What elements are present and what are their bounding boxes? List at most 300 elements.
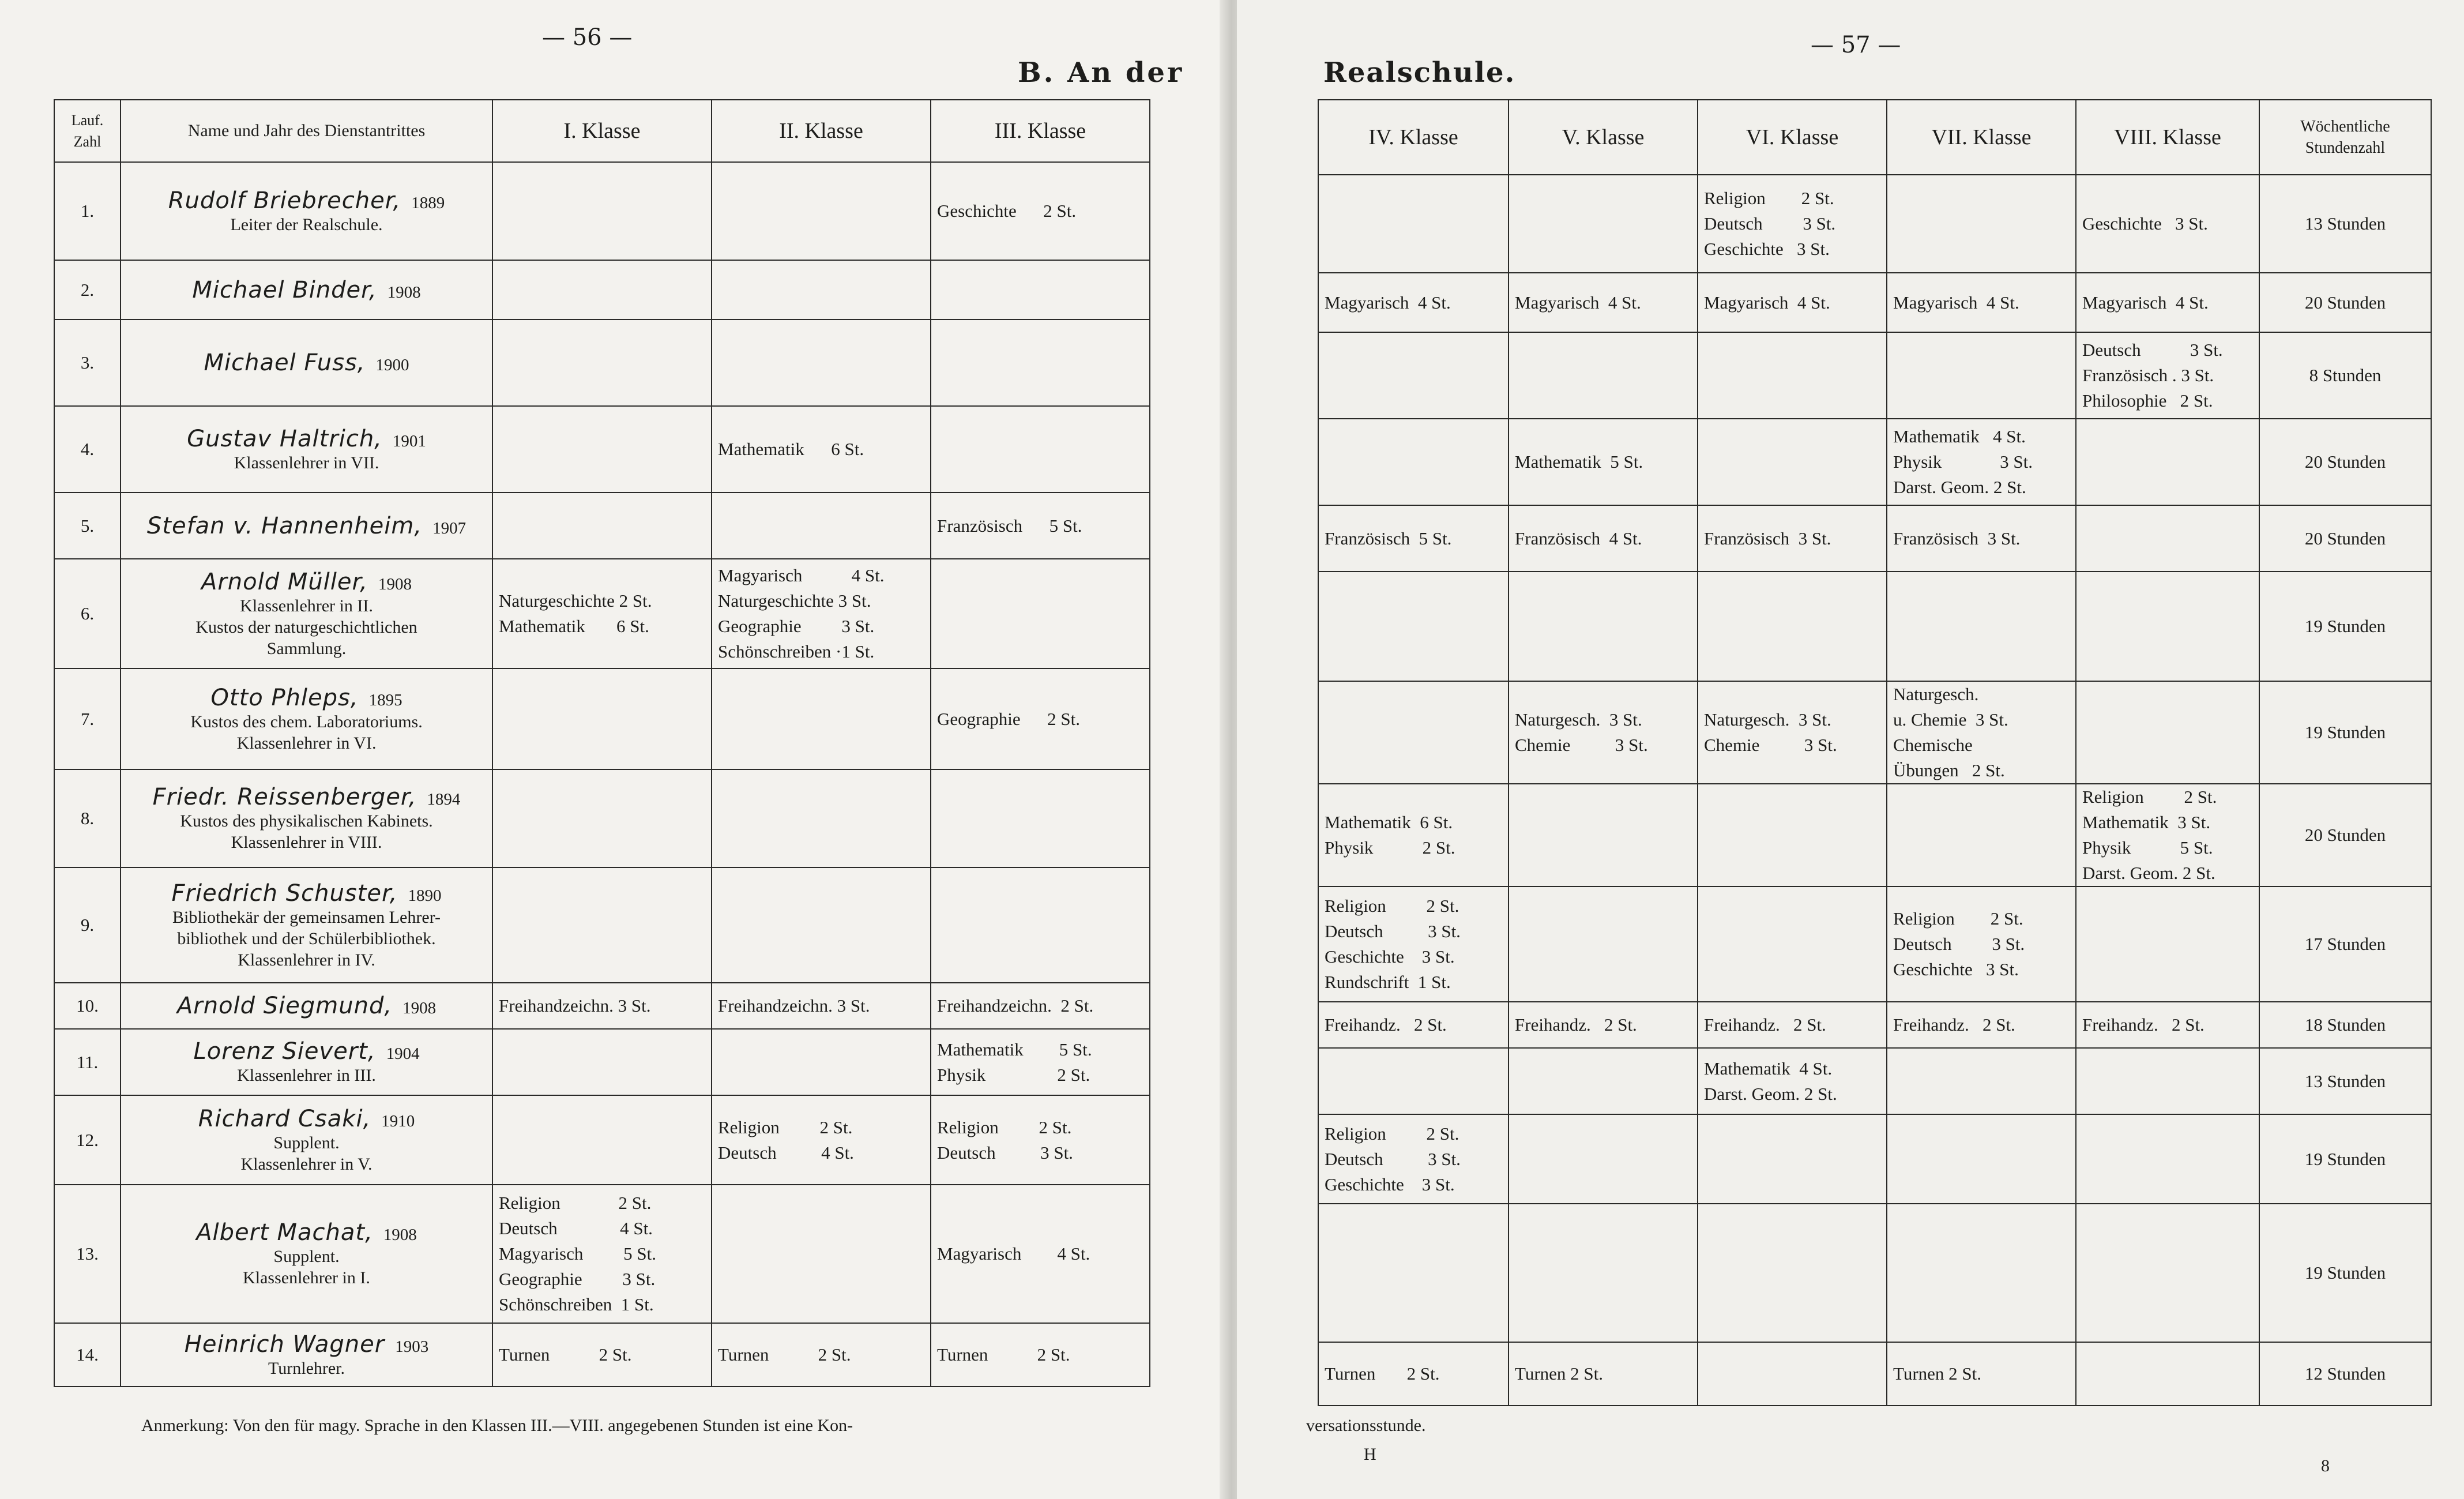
klasse-5-cell-text: Naturgesch. 3 St. Chemie 3 St. <box>1515 709 1648 755</box>
klasse-4-cell <box>1318 175 1509 273</box>
klasse-3-cell <box>931 320 1150 406</box>
klasse-6-cell <box>1698 1204 1887 1342</box>
klasse-7-cell-text: Französisch 3 St. <box>1893 528 2021 548</box>
start-year: 1895 <box>368 690 402 709</box>
klasse-3-cell-text: Mathematik 5 St. Physik 2 St. <box>937 1039 1092 1085</box>
start-year: 1910 <box>381 1111 415 1130</box>
teacher-name-line <box>127 277 486 303</box>
klasse-2-cell <box>712 559 931 668</box>
klasse-5-cell <box>1509 572 1698 681</box>
klasse-4-cell <box>1318 1048 1509 1114</box>
klasse-7-cell <box>1887 1048 2076 1114</box>
weekly-total-cell-text: 18 Stunden <box>2304 1015 2386 1035</box>
klasse-6-cell <box>1698 1002 1887 1048</box>
row-number <box>54 320 121 406</box>
row-number-text: 6. <box>80 603 95 623</box>
teacher-name-line <box>127 784 486 810</box>
row-number <box>54 1095 121 1185</box>
klasse-5-cell <box>1509 273 1698 332</box>
weekly-total-cell <box>2259 681 2431 784</box>
klasse-8-cell <box>2076 572 2259 681</box>
start-year: 1908 <box>387 283 421 302</box>
teacher-cell <box>121 668 492 769</box>
weekly-total-cell-text: 19 Stunden <box>2304 1263 2386 1283</box>
klasse-1-cell <box>492 1185 712 1323</box>
klasse-4-cell-text: Religion 2 St. Deutsch 3 St. Geschichte 3 St. Rundschrift 1 St. <box>1325 896 1461 992</box>
klasse-7-cell-text: Magyarisch 4 St. <box>1893 292 2019 313</box>
klasse-8-cell <box>2076 505 2259 572</box>
weekly-total-cell <box>2259 1048 2431 1114</box>
weekly-total-cell <box>2259 419 2431 505</box>
klasse-6-cell <box>1698 332 1887 419</box>
row-number-text: 12. <box>76 1129 99 1150</box>
klasse-1-cell-text: Freihandzeichn. 3 St. <box>499 995 651 1016</box>
klasse-3-cell-text: Turnen 2 St. <box>937 1344 1070 1365</box>
weekly-total-cell-text: 17 Stunden <box>2304 934 2386 954</box>
footnote-text: Anmerkung: Von den für magy. Sprache in den Klassen III.—VIII. angegebenen Stunden ist eine Kon- <box>141 1416 853 1435</box>
start-year: 1901 <box>392 431 426 450</box>
table-row <box>54 769 1150 867</box>
row-number <box>54 1323 121 1387</box>
weekly-total-cell-text: 19 Stunden <box>2304 1148 2386 1169</box>
signature-mark: H <box>1364 1445 1376 1464</box>
table-row <box>1318 332 2431 419</box>
klasse-6-cell-text: Magyarisch 4 St. <box>1704 292 1830 313</box>
klasse-6-cell-text: Freihandz. 2 St. <box>1704 1015 1826 1035</box>
klasse-8-cell <box>2076 332 2259 419</box>
table-row <box>54 983 1150 1029</box>
teacher-name: Michael Binder, <box>192 276 377 303</box>
klasse-8-cell <box>2076 1048 2259 1114</box>
klasse-8-cell <box>2076 419 2259 505</box>
teacher-name-line <box>127 1106 486 1132</box>
klasse-6-cell-text: Mathematik 4 St. Darst. Geom. 2 St. <box>1704 1058 1837 1104</box>
table-row <box>1318 419 2431 505</box>
klasse-3-cell-text: Geschichte 2 St. <box>937 201 1077 221</box>
teacher-role: Kustos des chem. Laboratoriums. Klassenlehrer in VI. <box>190 712 423 753</box>
row-number-text: 10. <box>76 995 99 1016</box>
row-number-text: 13. <box>76 1243 99 1264</box>
teacher-cell <box>121 162 492 260</box>
row-number <box>54 668 121 769</box>
klasse-5-cell <box>1509 886 1698 1002</box>
klasse-4-cell <box>1318 784 1509 886</box>
teacher-role: Klassenlehrer in VII. <box>234 453 379 472</box>
klasse-7-cell <box>1887 1002 2076 1048</box>
teacher-role: Supplent. Klassenlehrer in V. <box>240 1133 373 1174</box>
klasse-2-cell <box>712 320 931 406</box>
teacher-name: Arnold Müller, <box>201 568 368 595</box>
klasse-5-cell-text: Magyarisch 4 St. <box>1515 292 1641 313</box>
klasse-7-cell-text: Mathematik 4 St. Physik 3 St. Darst. Geom. 2 St. <box>1893 426 2033 497</box>
klasse-4-cell <box>1318 1342 1509 1406</box>
start-year: 1890 <box>408 886 442 905</box>
klasse-1-cell <box>492 1323 712 1387</box>
weekly-total-cell-text: 20 Stunden <box>2304 452 2386 472</box>
teacher-cell <box>121 320 492 406</box>
klasse-4-cell <box>1318 1204 1509 1342</box>
klasse-1-cell-text: Turnen 2 St. <box>499 1344 632 1365</box>
klasse-3-cell <box>931 1185 1150 1323</box>
teacher-cell <box>121 769 492 867</box>
klasse-6-cell <box>1698 1114 1887 1204</box>
teacher-name-line <box>127 993 486 1019</box>
row-number-text: 5. <box>80 515 95 536</box>
klasse-8-cell <box>2076 1114 2259 1204</box>
teacher-cell <box>121 1323 492 1387</box>
klasse-1-cell-text: Religion 2 St. Deutsch 4 St. Magyarisch 5 St. Geographie 3 St. Schönschreiben 1 St. <box>499 1193 656 1314</box>
klasse-3-cell <box>931 1029 1150 1095</box>
klasse-5-cell-text: Turnen 2 St. <box>1515 1363 1604 1384</box>
weekly-total-cell <box>2259 332 2431 419</box>
staff-table-right <box>1318 99 2432 1406</box>
klasse-2-cell <box>712 260 931 320</box>
klasse-1-cell <box>492 162 712 260</box>
table-row <box>1318 1342 2431 1406</box>
teacher-name: Richard Csaki, <box>198 1105 371 1132</box>
klasse-2-cell <box>712 493 931 559</box>
teacher-name-line <box>127 513 486 539</box>
row-number <box>54 1029 121 1095</box>
left-footnote <box>141 1416 853 1436</box>
klasse-7-cell-text: Turnen 2 St. <box>1893 1363 1982 1384</box>
klasse-4-cell <box>1318 273 1509 332</box>
klasse-6-cell-text: Naturgesch. 3 St. Chemie 3 St. <box>1704 709 1837 755</box>
left-header-row <box>54 100 1150 162</box>
klasse-4-cell <box>1318 572 1509 681</box>
klasse-3-cell-text: Religion 2 St. Deutsch 3 St. <box>937 1117 1073 1163</box>
teacher-name-line <box>127 350 486 376</box>
teacher-cell <box>121 867 492 983</box>
table-row <box>1318 784 2431 886</box>
klasse-2-cell <box>712 983 931 1029</box>
klasse-4-cell-text: Mathematik 6 St. Physik 2 St. <box>1325 812 1455 858</box>
klasse-8-cell <box>2076 886 2259 1002</box>
klasse-3-cell <box>931 493 1150 559</box>
col-name: Name und Jahr des Dienstantrittes <box>121 100 492 162</box>
klasse-1-cell-text: Naturgeschichte 2 St. Mathematik 6 St. <box>499 591 652 636</box>
table-row <box>54 559 1150 668</box>
teacher-role: Bibliothekär der gemeinsamen Lehrer- bibliothek und der Schülerbibliothek. Klassenlehrer in IV. <box>172 907 441 970</box>
weekly-total-cell-text: 13 Stunden <box>2304 1070 2386 1091</box>
table-row <box>54 162 1150 260</box>
row-number-text: 3. <box>80 352 95 373</box>
col-klasse-2: II. Klasse <box>712 100 931 162</box>
klasse-3-cell <box>931 1095 1150 1185</box>
klasse-3-cell <box>931 162 1150 260</box>
klasse-2-cell-text: Freihandzeichn. 3 St. <box>718 995 870 1016</box>
klasse-6-cell <box>1698 1048 1887 1114</box>
klasse-2-cell <box>712 1095 931 1185</box>
klasse-6-cell <box>1698 175 1887 273</box>
klasse-5-cell <box>1509 1048 1698 1114</box>
col-klasse-5: V. Klasse <box>1509 100 1698 175</box>
klasse-5-cell <box>1509 505 1698 572</box>
start-year: 1903 <box>395 1337 429 1356</box>
klasse-6-cell <box>1698 505 1887 572</box>
weekly-total-cell-text: 20 Stunden <box>2304 825 2386 845</box>
klasse-8-cell-text: Deutsch 3 St. Französisch . 3 St. Philosophie 2 St. <box>2082 340 2223 411</box>
klasse-1-cell <box>492 406 712 493</box>
klasse-3-cell <box>931 559 1150 668</box>
klasse-1-cell <box>492 260 712 320</box>
klasse-8-cell <box>2076 784 2259 886</box>
table-row <box>54 1029 1150 1095</box>
teacher-cell <box>121 406 492 493</box>
table-row <box>54 1185 1150 1323</box>
start-year: 1889 <box>411 193 445 212</box>
klasse-1-cell <box>492 1095 712 1185</box>
teacher-name: Gustav Haltrich, <box>187 425 382 452</box>
klasse-5-cell-text: Freihandz. 2 St. <box>1515 1015 1637 1035</box>
row-number-text: 14. <box>76 1344 99 1365</box>
klasse-8-cell-text: Freihandz. 2 St. <box>2082 1015 2205 1035</box>
weekly-total-cell <box>2259 1002 2431 1048</box>
teacher-cell <box>121 1185 492 1323</box>
row-number-text: 2. <box>80 279 95 300</box>
klasse-4-cell <box>1318 332 1509 419</box>
teacher-name: Stefan v. Hannenheim, <box>146 512 423 539</box>
table-row <box>1318 1204 2431 1342</box>
klasse-2-cell <box>712 406 931 493</box>
klasse-3-cell <box>931 406 1150 493</box>
klasse-4-cell <box>1318 1114 1509 1204</box>
klasse-6-cell <box>1698 681 1887 784</box>
teacher-role: Kustos des physikalischen Kabinets. Klassenlehrer in VIII. <box>180 812 433 852</box>
klasse-7-cell <box>1887 273 2076 332</box>
klasse-4-cell-text: Französisch 5 St. <box>1325 528 1452 548</box>
klasse-7-cell-text: Naturgesch. u. Chemie 3 St. Chemische Übungen 2 St. <box>1893 684 2008 780</box>
klasse-5-cell <box>1509 1002 1698 1048</box>
table-row <box>1318 273 2431 332</box>
klasse-8-cell-text: Religion 2 St. Mathematik 3 St. Physik 5 St. Darst. Geom. 2 St. <box>2082 787 2217 883</box>
teacher-name: Lorenz Sievert, <box>193 1038 376 1065</box>
klasse-5-cell <box>1509 784 1698 886</box>
weekly-total-cell <box>2259 273 2431 332</box>
klasse-6-cell <box>1698 419 1887 505</box>
klasse-1-cell <box>492 983 712 1029</box>
col-klasse-4: IV. Klasse <box>1318 100 1509 175</box>
klasse-7-cell <box>1887 1342 2076 1406</box>
teacher-cell <box>121 559 492 668</box>
table-row <box>1318 1002 2431 1048</box>
teacher-name-line <box>127 880 486 907</box>
klasse-3-cell <box>931 867 1150 983</box>
teacher-name-line <box>127 1219 486 1246</box>
teacher-name: Otto Phleps, <box>210 684 359 711</box>
table-row <box>1318 572 2431 681</box>
row-number-text: 7. <box>80 708 95 729</box>
klasse-4-cell <box>1318 1002 1509 1048</box>
klasse-4-cell-text: Magyarisch 4 St. <box>1325 292 1451 313</box>
klasse-7-cell <box>1887 1204 2076 1342</box>
klasse-1-cell <box>492 867 712 983</box>
klasse-7-cell <box>1887 175 2076 273</box>
klasse-6-cell-text: Französisch 3 St. <box>1704 528 1831 548</box>
klasse-1-cell <box>492 320 712 406</box>
table-row <box>54 493 1150 559</box>
teacher-name-line <box>127 1331 486 1358</box>
weekly-total-cell <box>2259 1114 2431 1204</box>
klasse-8-cell <box>2076 1204 2259 1342</box>
teacher-cell <box>121 1029 492 1095</box>
klasse-8-cell-text: Magyarisch 4 St. <box>2082 292 2209 313</box>
teacher-cell <box>121 1095 492 1185</box>
teacher-cell <box>121 260 492 320</box>
corner-mark: 8 <box>2321 1456 2330 1475</box>
weekly-total-cell-text: 20 Stunden <box>2304 292 2386 313</box>
klasse-8-cell-text: Geschichte 3 St. <box>2082 213 2208 234</box>
klasse-6-cell <box>1698 886 1887 1002</box>
col-weekly-hours: Wöchentliche Stundenzahl <box>2259 100 2431 175</box>
col-lauf-zahl: Lauf. Zahl <box>54 100 121 162</box>
row-number-text: 11. <box>76 1051 99 1072</box>
weekly-total-cell-text: 19 Stunden <box>2304 722 2386 742</box>
right-heading: Realschule. <box>1323 57 1516 89</box>
row-number-text: 9. <box>80 915 95 935</box>
table-row <box>54 406 1150 493</box>
klasse-5-cell <box>1509 332 1698 419</box>
klasse-2-cell <box>712 1029 931 1095</box>
teacher-role: Leiter der Realschule. <box>230 215 383 234</box>
row-number <box>54 493 121 559</box>
weekly-total-cell <box>2259 784 2431 886</box>
table-row <box>1318 886 2431 1002</box>
klasse-8-cell <box>2076 175 2259 273</box>
teacher-name-line <box>127 1038 486 1065</box>
weekly-total-cell-text: 19 Stunden <box>2304 616 2386 636</box>
klasse-3-cell-text: Magyarisch 4 St. <box>937 1243 1090 1264</box>
table-row <box>54 260 1150 320</box>
klasse-2-cell <box>712 1185 931 1323</box>
klasse-4-cell-text: Turnen 2 St. <box>1325 1363 1440 1384</box>
klasse-1-cell <box>492 668 712 769</box>
table-row <box>54 668 1150 769</box>
klasse-4-cell <box>1318 505 1509 572</box>
klasse-8-cell <box>2076 1002 2259 1048</box>
weekly-total-cell <box>2259 175 2431 273</box>
weekly-total-cell-text: 12 Stunden <box>2304 1363 2386 1384</box>
right-header-row <box>1318 100 2431 175</box>
col-klasse-7: VII. Klasse <box>1887 100 2076 175</box>
teacher-name: Rudolf Briebrecher, <box>168 187 401 214</box>
klasse-5-cell <box>1509 1342 1698 1406</box>
table-row <box>1318 681 2431 784</box>
klasse-7-cell <box>1887 784 2076 886</box>
teacher-role: Klassenlehrer in III. <box>237 1066 376 1085</box>
weekly-total-cell-text: 13 Stunden <box>2304 213 2386 234</box>
right-footnote-cont: versationsstunde. <box>1306 1416 1426 1435</box>
klasse-3-cell <box>931 260 1150 320</box>
klasse-4-cell <box>1318 681 1509 784</box>
table-row <box>54 1323 1150 1387</box>
left-page <box>0 0 1227 1499</box>
klasse-2-cell <box>712 162 931 260</box>
klasse-1-cell <box>492 493 712 559</box>
klasse-6-cell <box>1698 1342 1887 1406</box>
klasse-3-cell-text: Geographie 2 St. <box>937 708 1080 729</box>
right-page-number: — 57 — <box>1811 32 1901 58</box>
teacher-cell <box>121 493 492 559</box>
klasse-2-cell <box>712 668 931 769</box>
klasse-1-cell <box>492 769 712 867</box>
table-row <box>1318 175 2431 273</box>
weekly-total-cell <box>2259 505 2431 572</box>
klasse-2-cell <box>712 769 931 867</box>
teacher-name: Friedr. Reissenberger, <box>152 784 417 810</box>
klasse-8-cell <box>2076 273 2259 332</box>
klasse-4-cell-text: Freihandz. 2 St. <box>1325 1015 1447 1035</box>
row-number-text: 8. <box>80 808 95 828</box>
table-row <box>54 867 1150 983</box>
teacher-name-line <box>127 426 486 452</box>
klasse-6-cell-text: Religion 2 St. Deutsch 3 St. Geschichte 3 St. <box>1704 188 1836 259</box>
teacher-name-line <box>127 569 486 595</box>
start-year: 1908 <box>402 999 437 1017</box>
weekly-total-cell <box>2259 1204 2431 1342</box>
klasse-3-cell <box>931 668 1150 769</box>
row-number <box>54 559 121 668</box>
start-year: 1908 <box>378 574 412 593</box>
klasse-7-cell <box>1887 505 2076 572</box>
klasse-4-cell-text: Religion 2 St. Deutsch 3 St. Geschichte 3 St. <box>1325 1123 1461 1194</box>
weekly-total-cell-text: 8 Stunden <box>2309 365 2382 385</box>
weekly-total-cell <box>2259 1342 2431 1406</box>
row-number <box>54 260 121 320</box>
teacher-name: Arnold Siegmund, <box>176 993 393 1019</box>
klasse-1-cell <box>492 559 712 668</box>
col-klasse-3: III. Klasse <box>931 100 1150 162</box>
klasse-7-cell <box>1887 332 2076 419</box>
teacher-name-line <box>127 685 486 711</box>
weekly-total-cell <box>2259 886 2431 1002</box>
weekly-total-cell <box>2259 572 2431 681</box>
klasse-2-cell-text: Turnen 2 St. <box>718 1344 851 1365</box>
teacher-role: Klassenlehrer in II. Kustos der naturgeschichtlichen Sammlung. <box>195 596 417 658</box>
right-page <box>1237 0 2464 1499</box>
teacher-role: Turnlehrer. <box>268 1358 345 1378</box>
klasse-2-cell-text: Religion 2 St. Deutsch 4 St. <box>718 1117 854 1163</box>
klasse-7-cell <box>1887 1114 2076 1204</box>
row-number <box>54 162 121 260</box>
klasse-2-cell <box>712 867 931 983</box>
klasse-2-cell-text: Magyarisch 4 St. Naturgeschichte 3 St. Geographie 3 St. Schönschreiben ·1 St. <box>718 565 885 662</box>
start-year: 1904 <box>386 1045 420 1063</box>
teacher-name: Friedrich Schuster, <box>171 880 398 907</box>
teacher-cell <box>121 983 492 1029</box>
klasse-7-cell <box>1887 419 2076 505</box>
teacher-name: Michael Fuss, <box>204 350 366 376</box>
row-number <box>54 406 121 493</box>
row-number <box>54 867 121 983</box>
klasse-2-cell <box>712 1323 931 1387</box>
klasse-5-cell <box>1509 1114 1698 1204</box>
klasse-6-cell <box>1698 572 1887 681</box>
klasse-8-cell <box>2076 681 2259 784</box>
table-row <box>1318 1048 2431 1114</box>
row-number-text: 4. <box>80 439 95 459</box>
klasse-4-cell <box>1318 886 1509 1002</box>
teacher-name: Heinrich Wagner <box>184 1331 385 1358</box>
staff-table-left <box>54 99 1150 1387</box>
row-number <box>54 1185 121 1323</box>
klasse-1-cell <box>492 1029 712 1095</box>
klasse-3-cell <box>931 1323 1150 1387</box>
klasse-8-cell <box>2076 1342 2259 1406</box>
table-row <box>1318 1114 2431 1204</box>
klasse-3-cell-text: Französisch 5 St. <box>937 515 1082 536</box>
table-row <box>54 1095 1150 1185</box>
